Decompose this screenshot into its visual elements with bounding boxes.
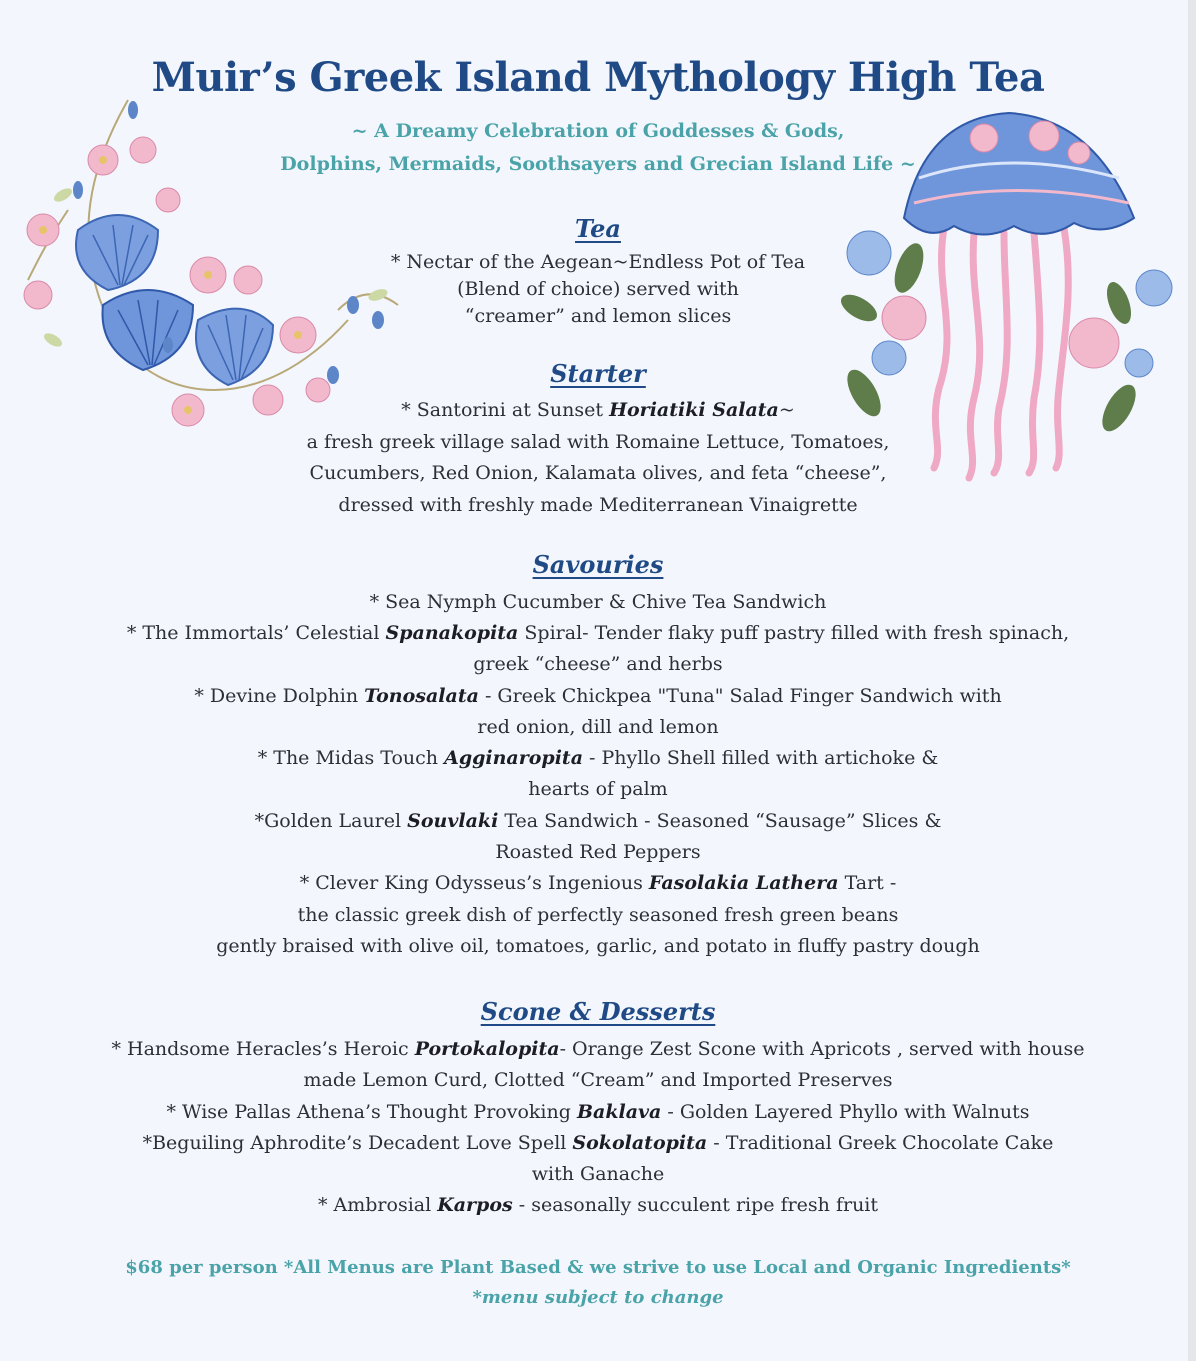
dessert-item-1-cont: made Lemon Curd, Clotted “Cream” and Imported Preserves — [303, 1069, 893, 1091]
shell-bottom-left — [103, 290, 194, 370]
savoury-item-4-cont: hearts of palm — [528, 778, 668, 800]
starter-desc-3: dressed with freshly made Mediterranean Vinaigrette — [338, 494, 858, 516]
subtitle-line-2: Dolphins, Mermaids, Soothsayers and Grecian Island Life ~ — [280, 153, 916, 175]
savoury-item-6-cont-1: the classic greek dish of perfectly seasoned fresh green beans — [297, 904, 899, 926]
savoury-item-1: * Sea Nymph Cucumber & Chive Tea Sandwich — [369, 591, 827, 613]
section-heading-desserts: Scone & Desserts — [480, 997, 716, 1026]
subtitle-line-1: ~ A Dreamy Celebration of Goddesses & Gods, — [351, 120, 845, 142]
section-heading-savouries: Savouries — [532, 550, 664, 579]
page-edge — [1188, 0, 1196, 1361]
starter-desc-1: a fresh greek village salad with Romaine Lettuce, Tomatoes, — [306, 431, 890, 453]
dessert-item-1: * Handsome Heracles’s Heroic Portokalopita- Orange Zest Scone with Apricots , served with house — [111, 1038, 1085, 1060]
savoury-item-2-cont: greek “cheese” and herbs — [473, 653, 723, 675]
tea-line-2: (Blend of choice) served with — [457, 278, 739, 300]
section-heading-starter: Starter — [550, 359, 646, 388]
menu-change-note: *menu subject to change — [472, 1287, 724, 1308]
dessert-item-4: * Ambrosial Karpos - seasonally succulent ripe fresh fruit — [317, 1194, 879, 1216]
savoury-item-4: * The Midas Touch Agginaropita - Phyllo Shell filled with artichoke & — [257, 747, 939, 769]
savoury-item-3: * Devine Dolphin Tonosalata - Greek Chickpea "Tuna" Salad Finger Sandwich with — [194, 685, 1002, 707]
savoury-item-5: *Golden Laurel Souvlaki Tea Sandwich - Seasoned “Sausage” Slices & — [254, 810, 942, 832]
savoury-item-2: * The Immortals’ Celestial Spanakopita Spiral- Tender flaky puff pastry filled with fresh spinach, — [126, 622, 1070, 644]
starter-desc-2: Cucumbers, Red Onion, Kalamata olives, and feta “cheese”, — [309, 462, 887, 484]
savoury-item-3-cont: red onion, dill and lemon — [477, 716, 719, 738]
savoury-item-6-cont-2: gently braised with olive oil, tomatoes, garlic, and potato in fluffy pastry dough — [216, 935, 980, 957]
section-heading-tea: Tea — [575, 214, 621, 243]
starter-item-1: * Santorini at Sunset Horiatiki Salata~ — [401, 399, 795, 421]
savoury-item-6: * Clever King Odysseus’s Ingenious Fasolakia Lathera Tart - — [299, 872, 897, 894]
tea-line-1: * Nectar of the Aegean~Endless Pot of Tea — [390, 251, 806, 273]
dessert-item-3: *Beguiling Aphrodite’s Decadent Love Spell Sokolatopita - Traditional Greek Chocolate Cake — [142, 1132, 1054, 1154]
dessert-item-2: * Wise Pallas Athena’s Thought Provoking Baklava - Golden Layered Phyllo with Walnuts — [166, 1101, 1030, 1123]
price-and-notice: $68 per person *All Menus are Plant Based & we strive to use Local and Organic Ingredients* — [125, 1257, 1071, 1278]
dessert-item-3-cont: with Ganache — [531, 1163, 665, 1185]
page-title: Muir’s Greek Island Mythology High Tea — [151, 54, 1045, 101]
savoury-item-5-cont: Roasted Red Peppers — [495, 841, 701, 863]
tea-line-3: “creamer” and lemon slices — [464, 305, 732, 327]
